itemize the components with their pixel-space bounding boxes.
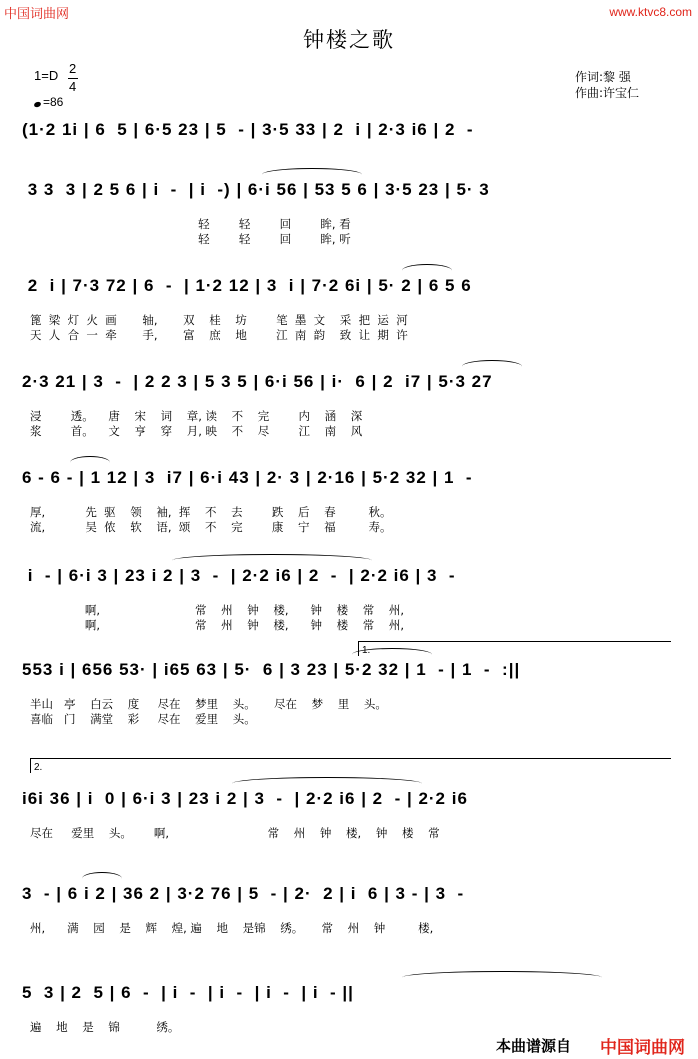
lyric-line: 半山 亭 白云 度 尽在 梦里 头。 尽在 梦 里 头。 (30, 697, 387, 711)
lyric-line: 浆 首。 文 亨 穿 月, 映 不 尽 江 南 风 (30, 424, 363, 438)
slur-mark (232, 777, 422, 790)
site-watermark-bottom: 中国词曲网 (600, 1038, 685, 1058)
notation-row: i - | 6·i 3 | 23 i 2 | 3 - | 2·2 i6 | 2 - | 2·2 i6 | 3 - (22, 566, 456, 585)
second-ending-number: 2. (34, 762, 43, 773)
composer-credit: 作曲:许宝仁 (575, 86, 640, 100)
slur-mark (82, 872, 122, 885)
lyric-line: 天 人 合 一 牵 手, 富 庶 地 江 南 韵 致 让 期 许 (30, 328, 408, 342)
tempo-marking (34, 95, 63, 109)
lyric-line: 尽在 爱里 头。 啊, 常 州 钟 楼, 钟 楼 常 (30, 826, 440, 840)
lyric-line: 遍 地 是 锦 绣。 (30, 1020, 180, 1034)
lyric-line: 州, 满 园 是 辉 煌, 遍 地 是锦 绣。 常 州 钟 楼, (30, 921, 434, 935)
notation-row: 2·3 21 | 3 - | 2 2 3 | 5 3 5 | 6·i 56 | i· 6 | 2 i7 | 5·3 27 (22, 372, 493, 391)
lyric-line: 厚, 先 驱 领 袖, 挥 不 去 跌 后 春 秋。 (30, 505, 392, 519)
notation-row: 6 - 6 - | 1 12 | 3 i7 | 6·i 43 | 2· 3 | 2·16 | 5·2 32 | 1 - (22, 468, 473, 487)
site-url-top-right: www.ktvc8.com (609, 5, 692, 19)
notation-row: 5 3 | 2 5 | 6 - | i - | i - | i - | i - || (22, 983, 354, 1002)
lyric-line: 喜临 门 满堂 彩 尽在 爱里 头。 (30, 712, 256, 726)
notation-row: i6i 36 | i 0 | 6·i 3 | 23 i 2 | 3 - | 2·2 i6 | 2 - | 2·2 i6 (22, 789, 468, 808)
quarter-note-icon (33, 101, 41, 108)
notation-row: 553 i | 656 53· | i65 63 | 5· 6 | 3 23 | 5·2 32 | 1 - | 1 - :|| (22, 660, 521, 679)
lyric-line: 浸 透。 唐 宋 词 章, 读 不 完 内 涵 深 (30, 409, 363, 423)
notation-row: 2 i | 7·3 72 | 6 - | 1·2 12 | 3 i | 7·2 6i | 5· 2 | 6 5 6 (22, 276, 472, 295)
lyric-line: 啊, 常 州 钟 楼, 钟 楼 常 州, (30, 618, 405, 632)
tempo-value: =86 (43, 95, 64, 109)
lyric-line: 啊, 常 州 钟 楼, 钟 楼 常 州, (30, 603, 405, 617)
lyricist-credit: 作词:黎 强 (575, 70, 631, 84)
lyric-line: 篦 梁 灯 火 画 轴, 双 桂 坊 笔 墨 文 采 把 运 河 (30, 313, 408, 327)
slur-mark (462, 360, 522, 373)
song-title: 钟楼之歌 (303, 28, 395, 52)
time-signature-denominator: 4 (69, 79, 77, 94)
site-watermark-top-left: 中国词曲网 (4, 7, 70, 22)
slur-mark (262, 168, 362, 181)
source-label: 本曲谱源自 (496, 1037, 572, 1055)
key-signature: 1=D (34, 68, 59, 83)
notation-row: (1·2 1i | 6 5 | 6·5 23 | 5 - | 3·5 33 | 2 i | 2·3 i6 | 2 - (22, 120, 474, 139)
lyric-line: 轻 轻 回 眸, 听 (30, 232, 351, 246)
lyric-line: 流, 吴 侬 软 语, 颂 不 完 康 宁 福 寿。 (30, 520, 392, 534)
slur-mark (402, 971, 602, 984)
slur-mark (172, 554, 372, 567)
notation-row: 3 - | 6 i 2 | 36 2 | 3·2 76 | 5 - | 2· 2 | i 6 | 3 - | 3 - (22, 884, 465, 903)
first-ending-number: 1. (362, 645, 371, 656)
slur-mark (70, 456, 110, 469)
notation-row: 3 3 3 | 2 5 6 | i - | i -) | 6·i 56 | 53 5 6 | 3·5 23 | 5· 3 (22, 180, 490, 199)
first-ending-bracket (358, 641, 671, 656)
time-signature-numerator: 2 (69, 61, 77, 76)
slur-mark (402, 264, 452, 277)
second-ending-bracket (30, 758, 671, 773)
lyric-line: 轻 轻 回 眸, 看 (30, 217, 351, 231)
